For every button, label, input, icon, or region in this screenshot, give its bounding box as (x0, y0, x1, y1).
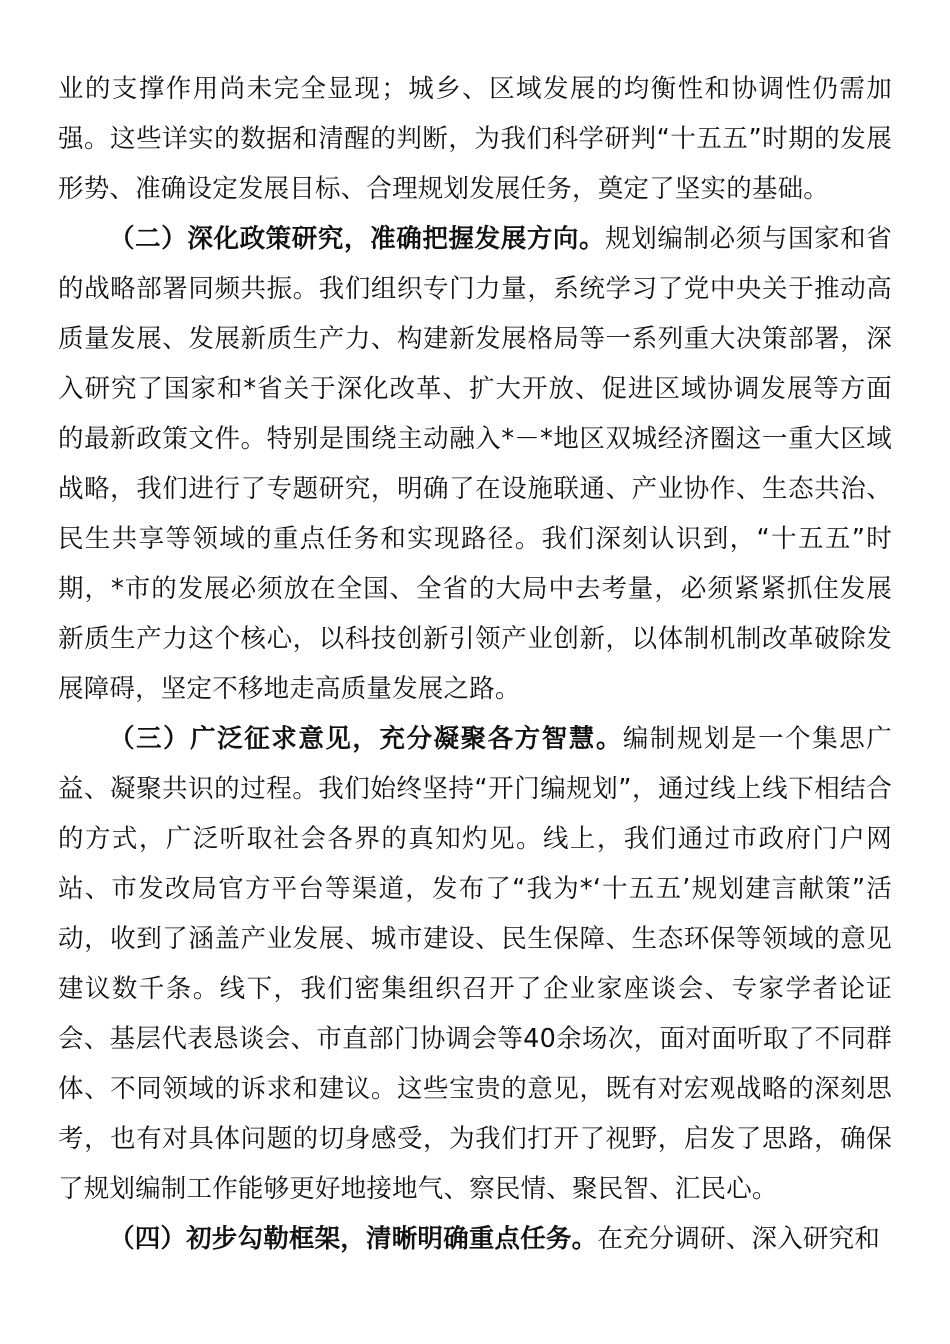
section-four-text: 在充分调研、深入研究和 (597, 1224, 881, 1254)
section-three-text: 编制规划是一个集思广益、凝聚共识的过程。我们始终坚持“开门编规划”，通过线上线下相结合的方式，广泛听取社会各界的真知灼见。线上，我们通过市政府门户网站、市发改局官方平台等渠道，发布了“我为*‘十五五’规划建言献策”活动，收到了涵盖产业发展、城市建设、民生保障、生态环保等领域的意见建议数千条。线下，我们密集组织召开了企业家座谈会、专家学者论证会、基层代表恳谈会、市直部门协调会等40余场次，面对面听取了不同群体、不同领域的诉求和建议。这些宝贵的意见，既有对宏观战略的深刻思考，也有对具体问题的切身感受，为我们打开了视野，启发了思路，确保了规划编制工作能够更好地接地气、察民情、聚民智、汇民心。 (58, 724, 892, 1204)
section-three-paragraph (58, 714, 892, 1214)
document-page (58, 64, 892, 1264)
section-two-paragraph (58, 214, 892, 714)
section-four-heading: （四）初步勾勒框架，清晰明确重点任务。 (109, 1224, 598, 1254)
paragraph-text: 业的支撑作用尚未完全显现；城乡、区域发展的均衡性和协调性仍需加强。这些详实的数据和清醒的判断，为我们科学研判“十五五”时期的发展形势、准确设定发展目标、合理规划发展任务，奠定了坚实的基础。 (58, 74, 892, 204)
section-two-heading: （二）深化政策研究，准确把握发展方向。 (109, 224, 606, 254)
section-two-text: 规划编制必须与国家和省的战略部署同频共振。我们组织专门力量，系统学习了党中央关于推动高质量发展、发展新质生产力、构建新发展格局等一系列重大决策部署，深入研究了国家和*省关于深化改革、扩大开放、促进区域协调发展等方面的最新政策文件。特别是围绕主动融入*－*地区双城经济圈这一重大区域战略，我们进行了专题研究，明确了在设施联通、产业协作、生态共治、民生共享等领域的重点任务和实现路径。我们深刻认识到，“十五五”时期，*市的发展必须放在全国、全省的大局中去考量，必须紧紧抓住发展新质生产力这个核心，以科技创新引领产业创新，以体制机制改革破除发展障碍，坚定不移地走高质量发展之路。 (58, 224, 892, 704)
section-three-heading: （三）广泛征求意见，充分凝聚各方智慧。 (109, 724, 623, 754)
paragraph-continuation (58, 64, 892, 214)
section-four-paragraph (58, 1214, 892, 1264)
